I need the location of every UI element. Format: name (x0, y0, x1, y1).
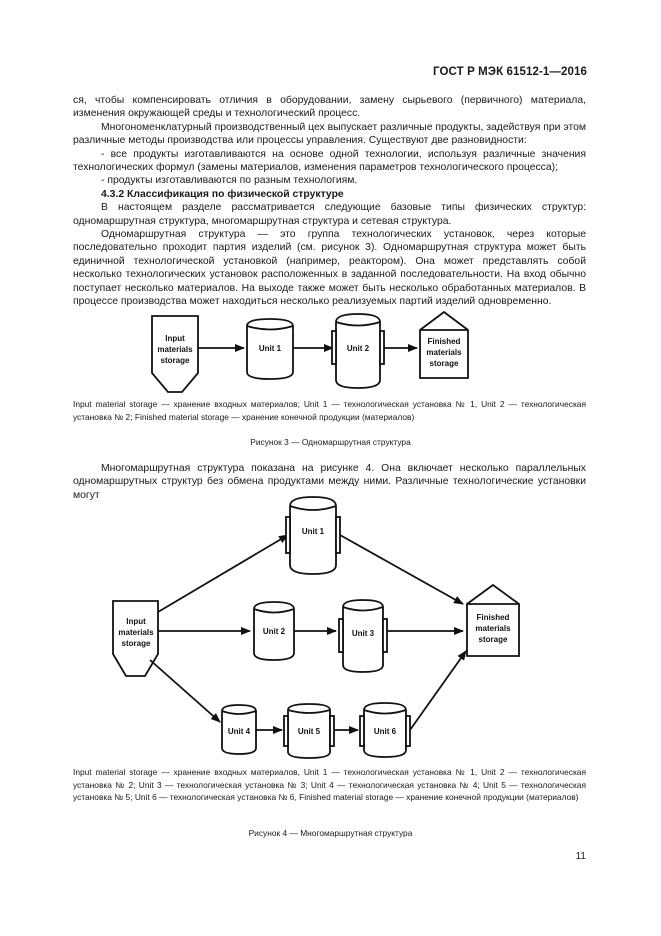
section-heading: 4.3.2 Классификация по физической структуре (101, 188, 344, 200)
fig4-finished-label-2: materials (475, 624, 511, 633)
fig3-unit2-label: Unit 2 (346, 344, 370, 353)
fig4-finished-label-3: storage (478, 635, 508, 644)
paragraph: Многономенклатурный производственный цех выпускает различные продукты, задействуя при этом различные методы производства или процессы управления. Существуют две разновидности: (73, 121, 587, 147)
paragraph: Одномаршрутная структура — это группа технологических установок, через которые последовательно проходит партия изделий (см. рисунок 3). Одномаршрутная структура может быть единичной технологической установкой (например, реактором). Она может представлять собой несколько технологических установок расположенных в заданной последовательности. На вход обычно поступает несколько материалов. На выходе также может быть несколько обработанных материалов. В процессе производства может находиться несколько реализуемых партий изделий одновременно. (73, 229, 586, 308)
fig4-unit2-label: Unit 2 (262, 627, 286, 636)
page-number: 11 (575, 851, 586, 862)
fig4-unit5-label: Unit 5 (297, 727, 321, 736)
fig4-unit6-label: Unit 6 (373, 727, 397, 736)
figure3-diagram (152, 312, 468, 392)
arrow (340, 535, 463, 604)
document-header: ГОСТ Р МЭК 61512-1—2016 (433, 66, 587, 78)
text-block-middle (73, 462, 586, 502)
fig3-input-label-2: materials (157, 345, 193, 354)
fig4-unit4-label: Unit 4 (227, 727, 251, 736)
input-storage-shape (152, 316, 198, 392)
fig4-finished-label-1: Finished (476, 613, 510, 622)
fig4-input-label-2: materials (118, 628, 154, 637)
fig4-unit3-label: Unit 3 (351, 629, 375, 638)
fig4-input-label-3: storage (121, 639, 151, 648)
paragraph: Многомаршрутная структура показана на рисунке 4. Она включает несколько параллельных одномаршрутных структур без обмена продуктами между ними. Различные технологические установки могут (73, 463, 586, 501)
figure3-caption: Рисунок 3 — Одномаршрутная структура (250, 437, 411, 447)
figure4-diagram (113, 497, 519, 758)
figure4-legend: Input material storage — хранение входных материалов, Unit 1 — технологическая установка № 1, Unit 2 — технологическая установка № 2; Unit 3 — технологическая установка № 3; Unit 4 — технологическая установка № 4; Unit 5 — технологическая установка № 5; Unit 6 — технологическая установка № 6, Finished material storage — хранение конечной продукции (материалов) (73, 767, 586, 802)
paragraph: ся, чтобы компенсировать отличия в оборудовании, замену сырьевого (первичного) материала, изменения окружающей среды и технологический процесс. (73, 95, 586, 120)
fig3-unit1-label: Unit 1 (258, 344, 282, 353)
figure3-legend: Input material storage — хранение входных материалов; Unit 1 — технологическая установка № 1, Unit 2 — технологическая установка № 2; Finished material storage — хранение конечной продукции (материалов) (73, 399, 586, 422)
fig3-input-label-1: Input (165, 334, 185, 343)
arrow (158, 535, 288, 612)
arrow (410, 651, 466, 730)
fig3-finished-label-1: Finished (427, 337, 461, 346)
fig3-finished-label-3: storage (429, 359, 459, 368)
arrow (150, 660, 220, 722)
fig4-unit1-label: Unit 1 (301, 527, 325, 536)
fig3-finished-label-2: materials (426, 348, 462, 357)
figure4-caption: Рисунок 4 — Многомаршрутная структура (248, 828, 413, 838)
list-item: - продукты изготавливаются по разным технологиям. (101, 175, 358, 187)
fig4-input-label-1: Input (126, 617, 146, 626)
paragraph: В настоящем разделе рассматривается следующие базовые типы физических структур: одномаршрутная структура, многомаршрутная структура и сетевая структура. (73, 202, 586, 227)
fig3-input-label-3: storage (160, 356, 190, 365)
list-item: - все продукты изготавливаются на основе одной технологии, используя различные значения технологических формул (замены материалов, изменения параметров технологического процесса); (73, 148, 586, 174)
